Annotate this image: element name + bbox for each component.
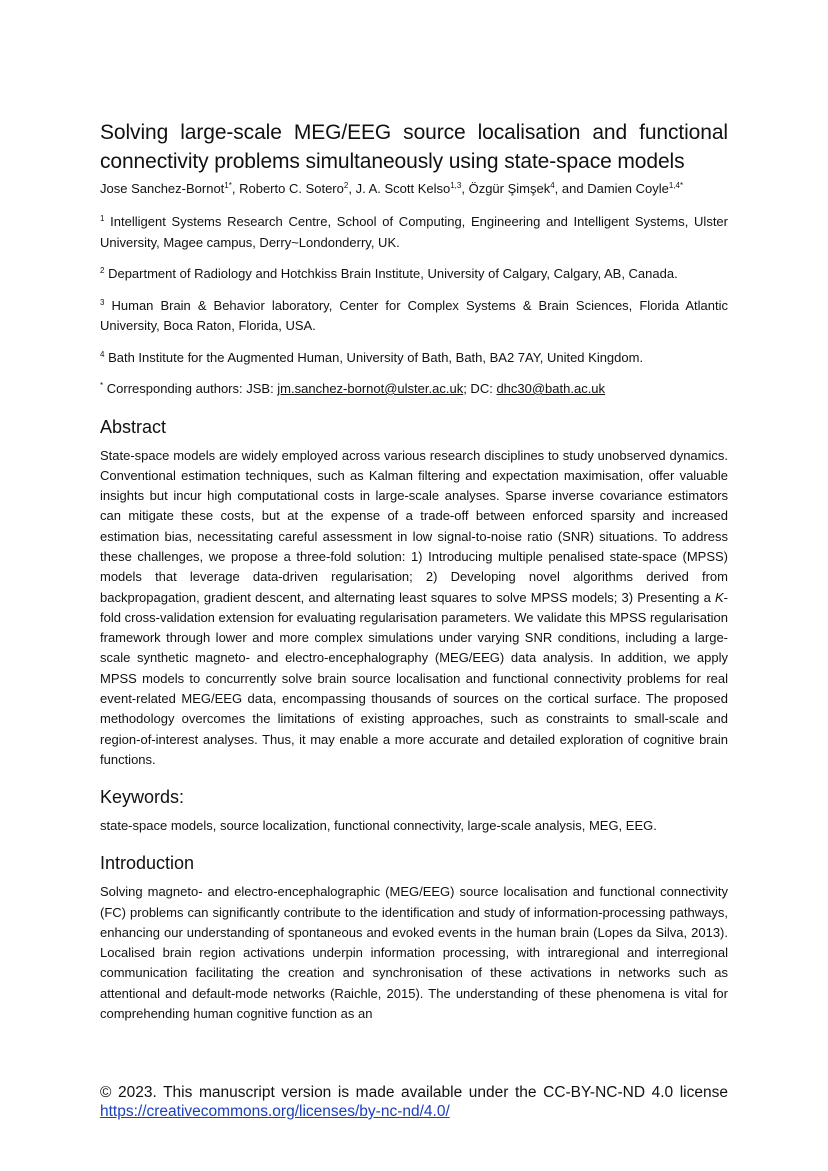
abstract-k-italic: K xyxy=(714,589,724,605)
corresponding-mark: * xyxy=(100,381,104,390)
author-affiliation-mark: 4 xyxy=(550,181,555,190)
affiliation-1 xyxy=(100,212,728,253)
corresponding-label: Corresponding authors: JSB: xyxy=(106,381,278,396)
affiliation-3 xyxy=(100,296,728,337)
license-footer xyxy=(100,1083,728,1121)
paper-page xyxy=(100,118,728,1024)
affiliation-text: Bath Institute for the Augmented Human, University of Bath, Bath, BA2 7AY, United Kingdom. xyxy=(108,349,644,365)
affiliation-4 xyxy=(100,348,728,369)
affiliation-mark: 3 xyxy=(100,297,105,307)
keywords-text: state-space models, source localization, functional connectivity, large-scale analysis, MEG, EEG. xyxy=(100,818,657,834)
abstract-heading: Abstract xyxy=(100,416,167,437)
author-name: Damien Coyle xyxy=(587,181,669,196)
corresponding-authors xyxy=(100,379,728,400)
abstract-text-part: State-space models are widely employed across various research disciplines to study unobserved dynamics. Conventional estimation techniques, such as Kalman filtering and expectation maximisation, offer valuable insights but incur high computational costs in large-scale analyses. Sparse inverse covariance estimators can mitigate these costs, but at the expense of a trade-off between enforced sparsity and increased estimation bias, necessitating careful assessment in low signal-to-noise ratio (SNR) situations. To address these challenges, we propose a three-fold solution: 1) Introducing multiple penalised state-space (MPSS) models that leverage data-driven regularisation; 2) Developing novel algorithms derived from backpropagation, gradient descent, and alternating least squares to solve MPSS models; 3) Presenting a xyxy=(100,447,728,605)
introduction-text: Solving magneto- and electro-encephalographic (MEG/EEG) source localisation and functional connectivity (FC) problems can significantly contribute to the identification and study of information-processing pathways, enhancing our understanding of spontaneous and evoked events in the human brain (Lopes da Silva, 2013). Localised brain region activations underpin information processing, with intraregional and interregional communication facilitating the creation and synchronisation of these activations in networks such as attentional and default-mode networks (Raichle, 2015). The understanding of these phenomena is vital for comprehending human cognitive function as an xyxy=(100,884,728,1022)
author-affiliation-mark: 1,3 xyxy=(450,181,462,190)
email-link-jsb[interactable]: jm.sanchez-bornot@ulster.ac.uk xyxy=(277,381,464,396)
author-affiliation-mark: 1* xyxy=(224,181,232,190)
abstract-text xyxy=(100,446,728,771)
license-link[interactable]: https://creativecommons.org/licenses/by-nc-nd/4.0/ xyxy=(100,1103,450,1120)
introduction-heading: Introduction xyxy=(100,853,195,874)
affiliation-mark: 2 xyxy=(100,266,105,275)
author-name: Roberto C. Sotero xyxy=(239,181,344,196)
abstract-text-part: -fold cross-validation extension for evaluating regularisation parameters. We validate this MPSS regularisation framework through lower and more complex simulations under varying SNR conditions, including a large-scale synthetic magneto- and electro-encephalography (MEG/EEG) data analysis. In addition, we apply MPSS models to concurrently solve brain source localisation and functional connectivity problems for real event-related MEG/EEG data, encompassing thousands of sources on the cortical surface. The proposed methodology overcomes the limitations of existing approaches, such as constraints to small-scale and region-of-interest analyses. Thus, it may enable a more accurate and detailed exploration of cognitive brain functions. xyxy=(100,589,728,767)
affiliation-text: Human Brain & Behavior laboratory, Center for Complex Systems & Brain Sciences, Florida Atlantic University, Boca Raton, Florida, USA. xyxy=(100,297,728,333)
author-name: Jose Sanchez-Bornot xyxy=(100,181,225,196)
paper-title: Solving large-scale MEG/EEG source localisation and functional connectivity problems simultaneously using state-space models xyxy=(100,121,728,173)
affiliation-text: Intelligent Systems Research Centre, School of Computing, Engineering and Intelligent Systems, Ulster University, Magee campus, Derry~Londonderry, UK. xyxy=(100,214,728,250)
author-list: Jose Sanchez-Bornot$^{1*}$, Roberto C. Sotero$^2$, J. A. Scott Kelso$^{1,3}$, Özgür Şimşek$^4$, and Damien Coyle$^{1,4*}$ xyxy=(100,181,684,196)
affiliation-mark: 4 xyxy=(100,349,105,359)
corresponding-separator: ; DC: xyxy=(463,381,497,396)
keywords-heading: Keywords: xyxy=(100,787,185,808)
author-affiliation-mark: 1,4* xyxy=(668,181,684,190)
author-name: Özgür Şimşek xyxy=(468,181,551,196)
author-affiliation-mark: 2 xyxy=(343,181,349,190)
affiliation-2 xyxy=(100,264,728,285)
author-name: J. A. Scott Kelso xyxy=(355,181,451,196)
affiliation-text: Department of Radiology and Hotchkiss Brain Institute, University of Calgary, Calgary, AB, Canada. xyxy=(108,266,678,281)
affiliation-mark: 1 xyxy=(100,214,105,223)
license-text: © 2023. This manuscript version is made available under the CC-BY-NC-ND 4.0 license xyxy=(100,1084,728,1101)
email-link-dc[interactable]: dhc30@bath.ac.uk xyxy=(496,381,606,396)
